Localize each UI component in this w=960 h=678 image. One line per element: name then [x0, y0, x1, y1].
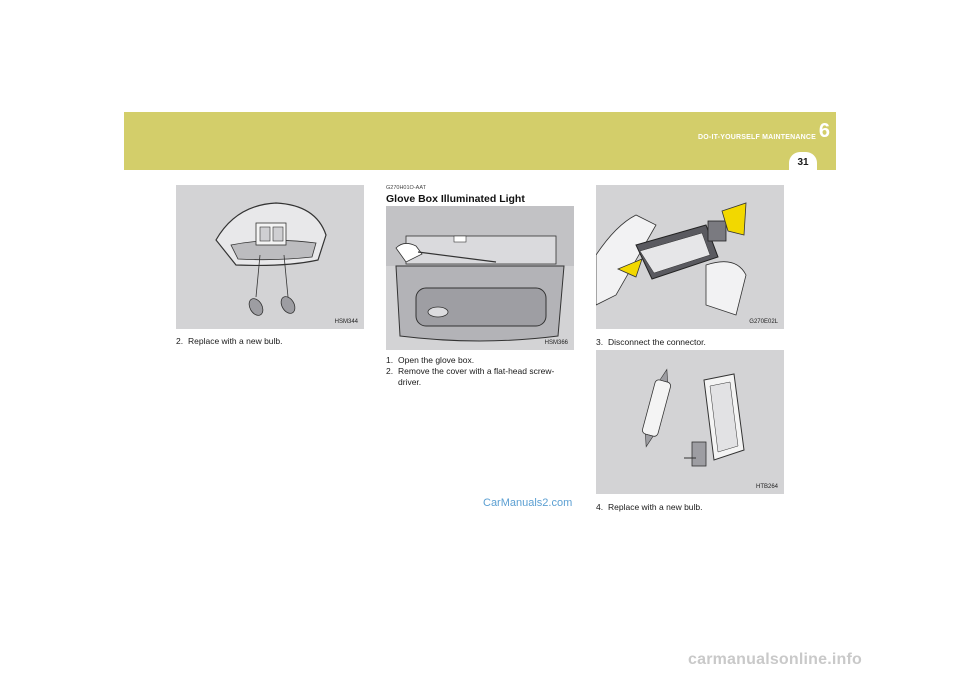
- figure-overhead-lamp: [176, 185, 364, 329]
- chapter-title: DO-IT-YOURSELF MAINTENANCE: [698, 134, 816, 141]
- figure-new-bulb: [596, 350, 784, 494]
- figure-code: G270E02L: [749, 319, 778, 325]
- step-disconnect-connector: [596, 337, 706, 348]
- step-number: 1.: [386, 355, 394, 365]
- overhead-lamp-illustration: [176, 185, 364, 329]
- figure-code: HSM366: [544, 340, 568, 346]
- page-number-tab: [789, 152, 817, 174]
- step-text: Remove the cover with a flat-head screw-: [398, 366, 555, 376]
- section-code: G270H01O-AAT: [386, 185, 426, 191]
- step-text-continuation: driver.: [398, 377, 422, 387]
- bulb-illustration: [596, 350, 784, 494]
- watermark-carmanualsonline[interactable]: carmanualsonline.info: [688, 651, 863, 668]
- chapter-number: 6: [818, 120, 830, 142]
- figure-code: HTB264: [755, 484, 778, 490]
- page-number: 31: [797, 157, 809, 168]
- step-text: Disconnect the connector.: [608, 337, 706, 347]
- step-text: Open the glove box.: [398, 355, 475, 365]
- watermark-carmanuals[interactable]: CarManuals2.com: [483, 497, 573, 509]
- figure-disconnect-connector: [596, 185, 784, 329]
- step-text: Replace with a new bulb.: [608, 502, 703, 512]
- step-replace-bulb-left: [176, 336, 283, 347]
- step-number: 3.: [596, 337, 604, 347]
- step-number: 2.: [176, 336, 184, 346]
- step-number: 4.: [596, 502, 604, 512]
- step-text: Replace with a new bulb.: [188, 336, 283, 346]
- step-replace-bulb-right: [596, 502, 703, 513]
- step-open-glove-box: [386, 355, 474, 366]
- section-title: Glove Box Illuminated Light: [386, 193, 525, 205]
- step-number: 2.: [386, 366, 394, 376]
- figure-code: HSM344: [334, 319, 358, 325]
- glove-box-illustration: [386, 206, 574, 350]
- figure-glove-box: [386, 206, 574, 350]
- connector-illustration: [596, 185, 784, 329]
- chapter-header-band: [124, 112, 836, 170]
- step-remove-cover: [386, 366, 554, 388]
